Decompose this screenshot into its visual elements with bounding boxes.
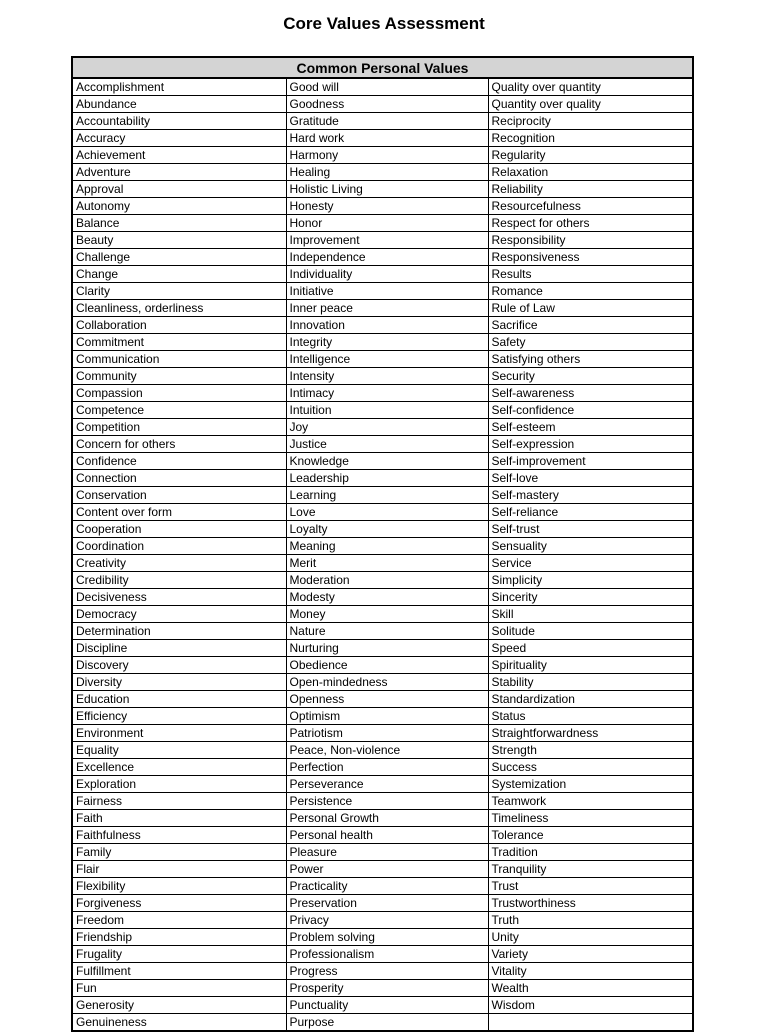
table-row [72, 402, 693, 419]
value-cell: Decisiveness [72, 589, 286, 606]
value-cell: Approval [72, 181, 286, 198]
value-cell: Individuality [286, 266, 488, 283]
table-row [72, 623, 693, 640]
table-row [72, 538, 693, 555]
value-cell: Stability [488, 674, 693, 691]
value-cell: Purpose [286, 1014, 488, 1032]
value-cell: Quality over quantity [488, 78, 693, 96]
table-row [72, 759, 693, 776]
table-row [72, 1014, 693, 1032]
value-cell: Discipline [72, 640, 286, 657]
table-row [72, 487, 693, 504]
value-cell: Accountability [72, 113, 286, 130]
value-cell: Justice [286, 436, 488, 453]
value-cell: Clarity [72, 283, 286, 300]
value-cell: Perfection [286, 759, 488, 776]
value-cell: Equality [72, 742, 286, 759]
table-row [72, 504, 693, 521]
value-cell: Competence [72, 402, 286, 419]
value-cell: Rule of Law [488, 300, 693, 317]
page-title: Core Values Assessment [283, 14, 485, 33]
table-row [72, 181, 693, 198]
value-cell: Content over form [72, 504, 286, 521]
value-cell: Relaxation [488, 164, 693, 181]
table-header-row [72, 57, 693, 78]
value-cell: Solitude [488, 623, 693, 640]
table-row [72, 368, 693, 385]
value-cell: Self-esteem [488, 419, 693, 436]
value-cell: Knowledge [286, 453, 488, 470]
value-cell: Credibility [72, 572, 286, 589]
table-row [72, 963, 693, 980]
table-row [72, 810, 693, 827]
table-row [72, 640, 693, 657]
value-cell: Harmony [286, 147, 488, 164]
value-cell: Initiative [286, 283, 488, 300]
value-cell: Openness [286, 691, 488, 708]
value-cell: Results [488, 266, 693, 283]
value-cell: Standardization [488, 691, 693, 708]
value-cell: Generosity [72, 997, 286, 1014]
table-row [72, 844, 693, 861]
value-cell: Wisdom [488, 997, 693, 1014]
value-cell: Trustworthiness [488, 895, 693, 912]
value-cell: Fun [72, 980, 286, 997]
value-cell: Connection [72, 470, 286, 487]
value-cell: Sacrifice [488, 317, 693, 334]
table-row [72, 657, 693, 674]
table-row [72, 912, 693, 929]
value-cell: Straightforwardness [488, 725, 693, 742]
value-cell: Gratitude [286, 113, 488, 130]
value-cell: Merit [286, 555, 488, 572]
table-row [72, 742, 693, 759]
value-cell: Speed [488, 640, 693, 657]
value-cell: Obedience [286, 657, 488, 674]
value-cell: Intimacy [286, 385, 488, 402]
value-cell: Healing [286, 164, 488, 181]
value-cell: Problem solving [286, 929, 488, 946]
value-cell: Professionalism [286, 946, 488, 963]
value-cell: Competition [72, 419, 286, 436]
value-cell: Community [72, 368, 286, 385]
value-cell: Patriotism [286, 725, 488, 742]
table-row [72, 946, 693, 963]
table-row [72, 215, 693, 232]
value-cell: Reciprocity [488, 113, 693, 130]
value-cell: Self-improvement [488, 453, 693, 470]
value-cell: Systemization [488, 776, 693, 793]
value-cell: Preservation [286, 895, 488, 912]
value-cell: Progress [286, 963, 488, 980]
table-row [72, 249, 693, 266]
value-cell: Practicality [286, 878, 488, 895]
values-table [71, 56, 694, 1032]
value-cell: Friendship [72, 929, 286, 946]
table-row [72, 997, 693, 1014]
table-row [72, 283, 693, 300]
table-row [72, 351, 693, 368]
table-row [72, 232, 693, 249]
value-cell: Tranquility [488, 861, 693, 878]
value-cell: Hard work [286, 130, 488, 147]
value-cell: Holistic Living [286, 181, 488, 198]
value-cell: Challenge [72, 249, 286, 266]
value-cell: Adventure [72, 164, 286, 181]
table-row [72, 929, 693, 946]
value-cell: Perseverance [286, 776, 488, 793]
value-cell: Integrity [286, 334, 488, 351]
value-cell: Intensity [286, 368, 488, 385]
value-cell: Self-awareness [488, 385, 693, 402]
value-cell: Power [286, 861, 488, 878]
value-cell: Self-confidence [488, 402, 693, 419]
value-cell: Variety [488, 946, 693, 963]
table-row [72, 827, 693, 844]
value-cell: Faithfulness [72, 827, 286, 844]
value-cell: Efficiency [72, 708, 286, 725]
table-row [72, 198, 693, 215]
value-cell: Intuition [286, 402, 488, 419]
value-cell: Cleanliness, orderliness [72, 300, 286, 317]
table-row [72, 334, 693, 351]
value-cell: Discovery [72, 657, 286, 674]
value-cell: Balance [72, 215, 286, 232]
value-cell: Accuracy [72, 130, 286, 147]
value-cell: Conservation [72, 487, 286, 504]
value-cell: Fairness [72, 793, 286, 810]
value-cell: Coordination [72, 538, 286, 555]
value-cell: Learning [286, 487, 488, 504]
table-row [72, 674, 693, 691]
value-cell: Inner peace [286, 300, 488, 317]
value-cell: Improvement [286, 232, 488, 249]
table-row [72, 147, 693, 164]
table-row [72, 164, 693, 181]
value-cell: Frugality [72, 946, 286, 963]
table-row [72, 266, 693, 283]
value-cell: Beauty [72, 232, 286, 249]
value-cell: Prosperity [286, 980, 488, 997]
value-cell: Fulfillment [72, 963, 286, 980]
table-row [72, 606, 693, 623]
value-cell: Self-expression [488, 436, 693, 453]
table-header: Common Personal Values [72, 57, 693, 78]
value-cell: Diversity [72, 674, 286, 691]
value-cell: Teamwork [488, 793, 693, 810]
value-cell: Self-mastery [488, 487, 693, 504]
value-cell: Spirituality [488, 657, 693, 674]
value-cell: Flexibility [72, 878, 286, 895]
table-row [72, 385, 693, 402]
value-cell: Safety [488, 334, 693, 351]
value-cell: Leadership [286, 470, 488, 487]
value-cell: Self-reliance [488, 504, 693, 521]
value-cell: Intelligence [286, 351, 488, 368]
value-cell: Open-mindedness [286, 674, 488, 691]
value-cell: Good will [286, 78, 488, 96]
table-row [72, 589, 693, 606]
value-cell: Meaning [286, 538, 488, 555]
table-row [72, 470, 693, 487]
value-cell: Nurturing [286, 640, 488, 657]
value-cell: Accomplishment [72, 78, 286, 96]
value-cell: Simplicity [488, 572, 693, 589]
value-cell: Responsibility [488, 232, 693, 249]
value-cell: Reliability [488, 181, 693, 198]
value-cell: Commitment [72, 334, 286, 351]
value-cell: Service [488, 555, 693, 572]
value-cell: Concern for others [72, 436, 286, 453]
value-cell: Abundance [72, 96, 286, 113]
value-cell: Persistence [286, 793, 488, 810]
table-row [72, 317, 693, 334]
value-cell: Flair [72, 861, 286, 878]
value-cell: Truth [488, 912, 693, 929]
table-row [72, 419, 693, 436]
table-row [72, 78, 693, 96]
value-cell: Creativity [72, 555, 286, 572]
value-cell: Vitality [488, 963, 693, 980]
value-cell: Unity [488, 929, 693, 946]
value-cell: Moderation [286, 572, 488, 589]
table-row [72, 895, 693, 912]
value-cell: Achievement [72, 147, 286, 164]
value-cell: Family [72, 844, 286, 861]
value-cell: Autonomy [72, 198, 286, 215]
value-cell: Recognition [488, 130, 693, 147]
value-cell: Peace, Non-violence [286, 742, 488, 759]
value-cell: Trust [488, 878, 693, 895]
value-cell: Resourcefulness [488, 198, 693, 215]
value-cell: Cooperation [72, 521, 286, 538]
value-cell: Tolerance [488, 827, 693, 844]
value-cell: Quantity over quality [488, 96, 693, 113]
table-row [72, 793, 693, 810]
value-cell: Faith [72, 810, 286, 827]
value-cell: Tradition [488, 844, 693, 861]
value-cell [488, 1014, 693, 1032]
value-cell: Success [488, 759, 693, 776]
table-row [72, 96, 693, 113]
table-body [72, 78, 693, 1031]
table-row [72, 572, 693, 589]
value-cell: Collaboration [72, 317, 286, 334]
table-row [72, 555, 693, 572]
table-row [72, 861, 693, 878]
value-cell: Timeliness [488, 810, 693, 827]
value-cell: Honesty [286, 198, 488, 215]
value-cell: Goodness [286, 96, 488, 113]
value-cell: Loyalty [286, 521, 488, 538]
table-row [72, 725, 693, 742]
value-cell: Education [72, 691, 286, 708]
value-cell: Responsiveness [488, 249, 693, 266]
table-row [72, 708, 693, 725]
value-cell: Wealth [488, 980, 693, 997]
value-cell: Optimism [286, 708, 488, 725]
value-cell: Independence [286, 249, 488, 266]
table-row [72, 453, 693, 470]
value-cell: Confidence [72, 453, 286, 470]
table-row [72, 130, 693, 147]
value-cell: Strength [488, 742, 693, 759]
value-cell: Status [488, 708, 693, 725]
table-row [72, 980, 693, 997]
value-cell: Personal Growth [286, 810, 488, 827]
value-cell: Self-love [488, 470, 693, 487]
table-row [72, 776, 693, 793]
value-cell: Money [286, 606, 488, 623]
value-cell: Punctuality [286, 997, 488, 1014]
value-cell: Environment [72, 725, 286, 742]
value-cell: Pleasure [286, 844, 488, 861]
value-cell: Honor [286, 215, 488, 232]
value-cell: Democracy [72, 606, 286, 623]
value-cell: Sensuality [488, 538, 693, 555]
value-cell: Exploration [72, 776, 286, 793]
value-cell: Determination [72, 623, 286, 640]
value-cell: Skill [488, 606, 693, 623]
value-cell: Personal health [286, 827, 488, 844]
value-cell: Modesty [286, 589, 488, 606]
value-cell: Respect for others [488, 215, 693, 232]
value-cell: Change [72, 266, 286, 283]
value-cell: Privacy [286, 912, 488, 929]
table-row [72, 691, 693, 708]
table-row [72, 300, 693, 317]
table-row [72, 878, 693, 895]
table-row [72, 436, 693, 453]
value-cell: Genuineness [72, 1014, 286, 1032]
value-cell: Sincerity [488, 589, 693, 606]
value-cell: Security [488, 368, 693, 385]
value-cell: Love [286, 504, 488, 521]
value-cell: Self-trust [488, 521, 693, 538]
value-cell: Innovation [286, 317, 488, 334]
value-cell: Satisfying others [488, 351, 693, 368]
table-row [72, 113, 693, 130]
value-cell: Compassion [72, 385, 286, 402]
table-row [72, 521, 693, 538]
value-cell: Nature [286, 623, 488, 640]
value-cell: Romance [488, 283, 693, 300]
value-cell: Regularity [488, 147, 693, 164]
value-cell: Forgiveness [72, 895, 286, 912]
value-cell: Freedom [72, 912, 286, 929]
value-cell: Communication [72, 351, 286, 368]
value-cell: Joy [286, 419, 488, 436]
value-cell: Excellence [72, 759, 286, 776]
